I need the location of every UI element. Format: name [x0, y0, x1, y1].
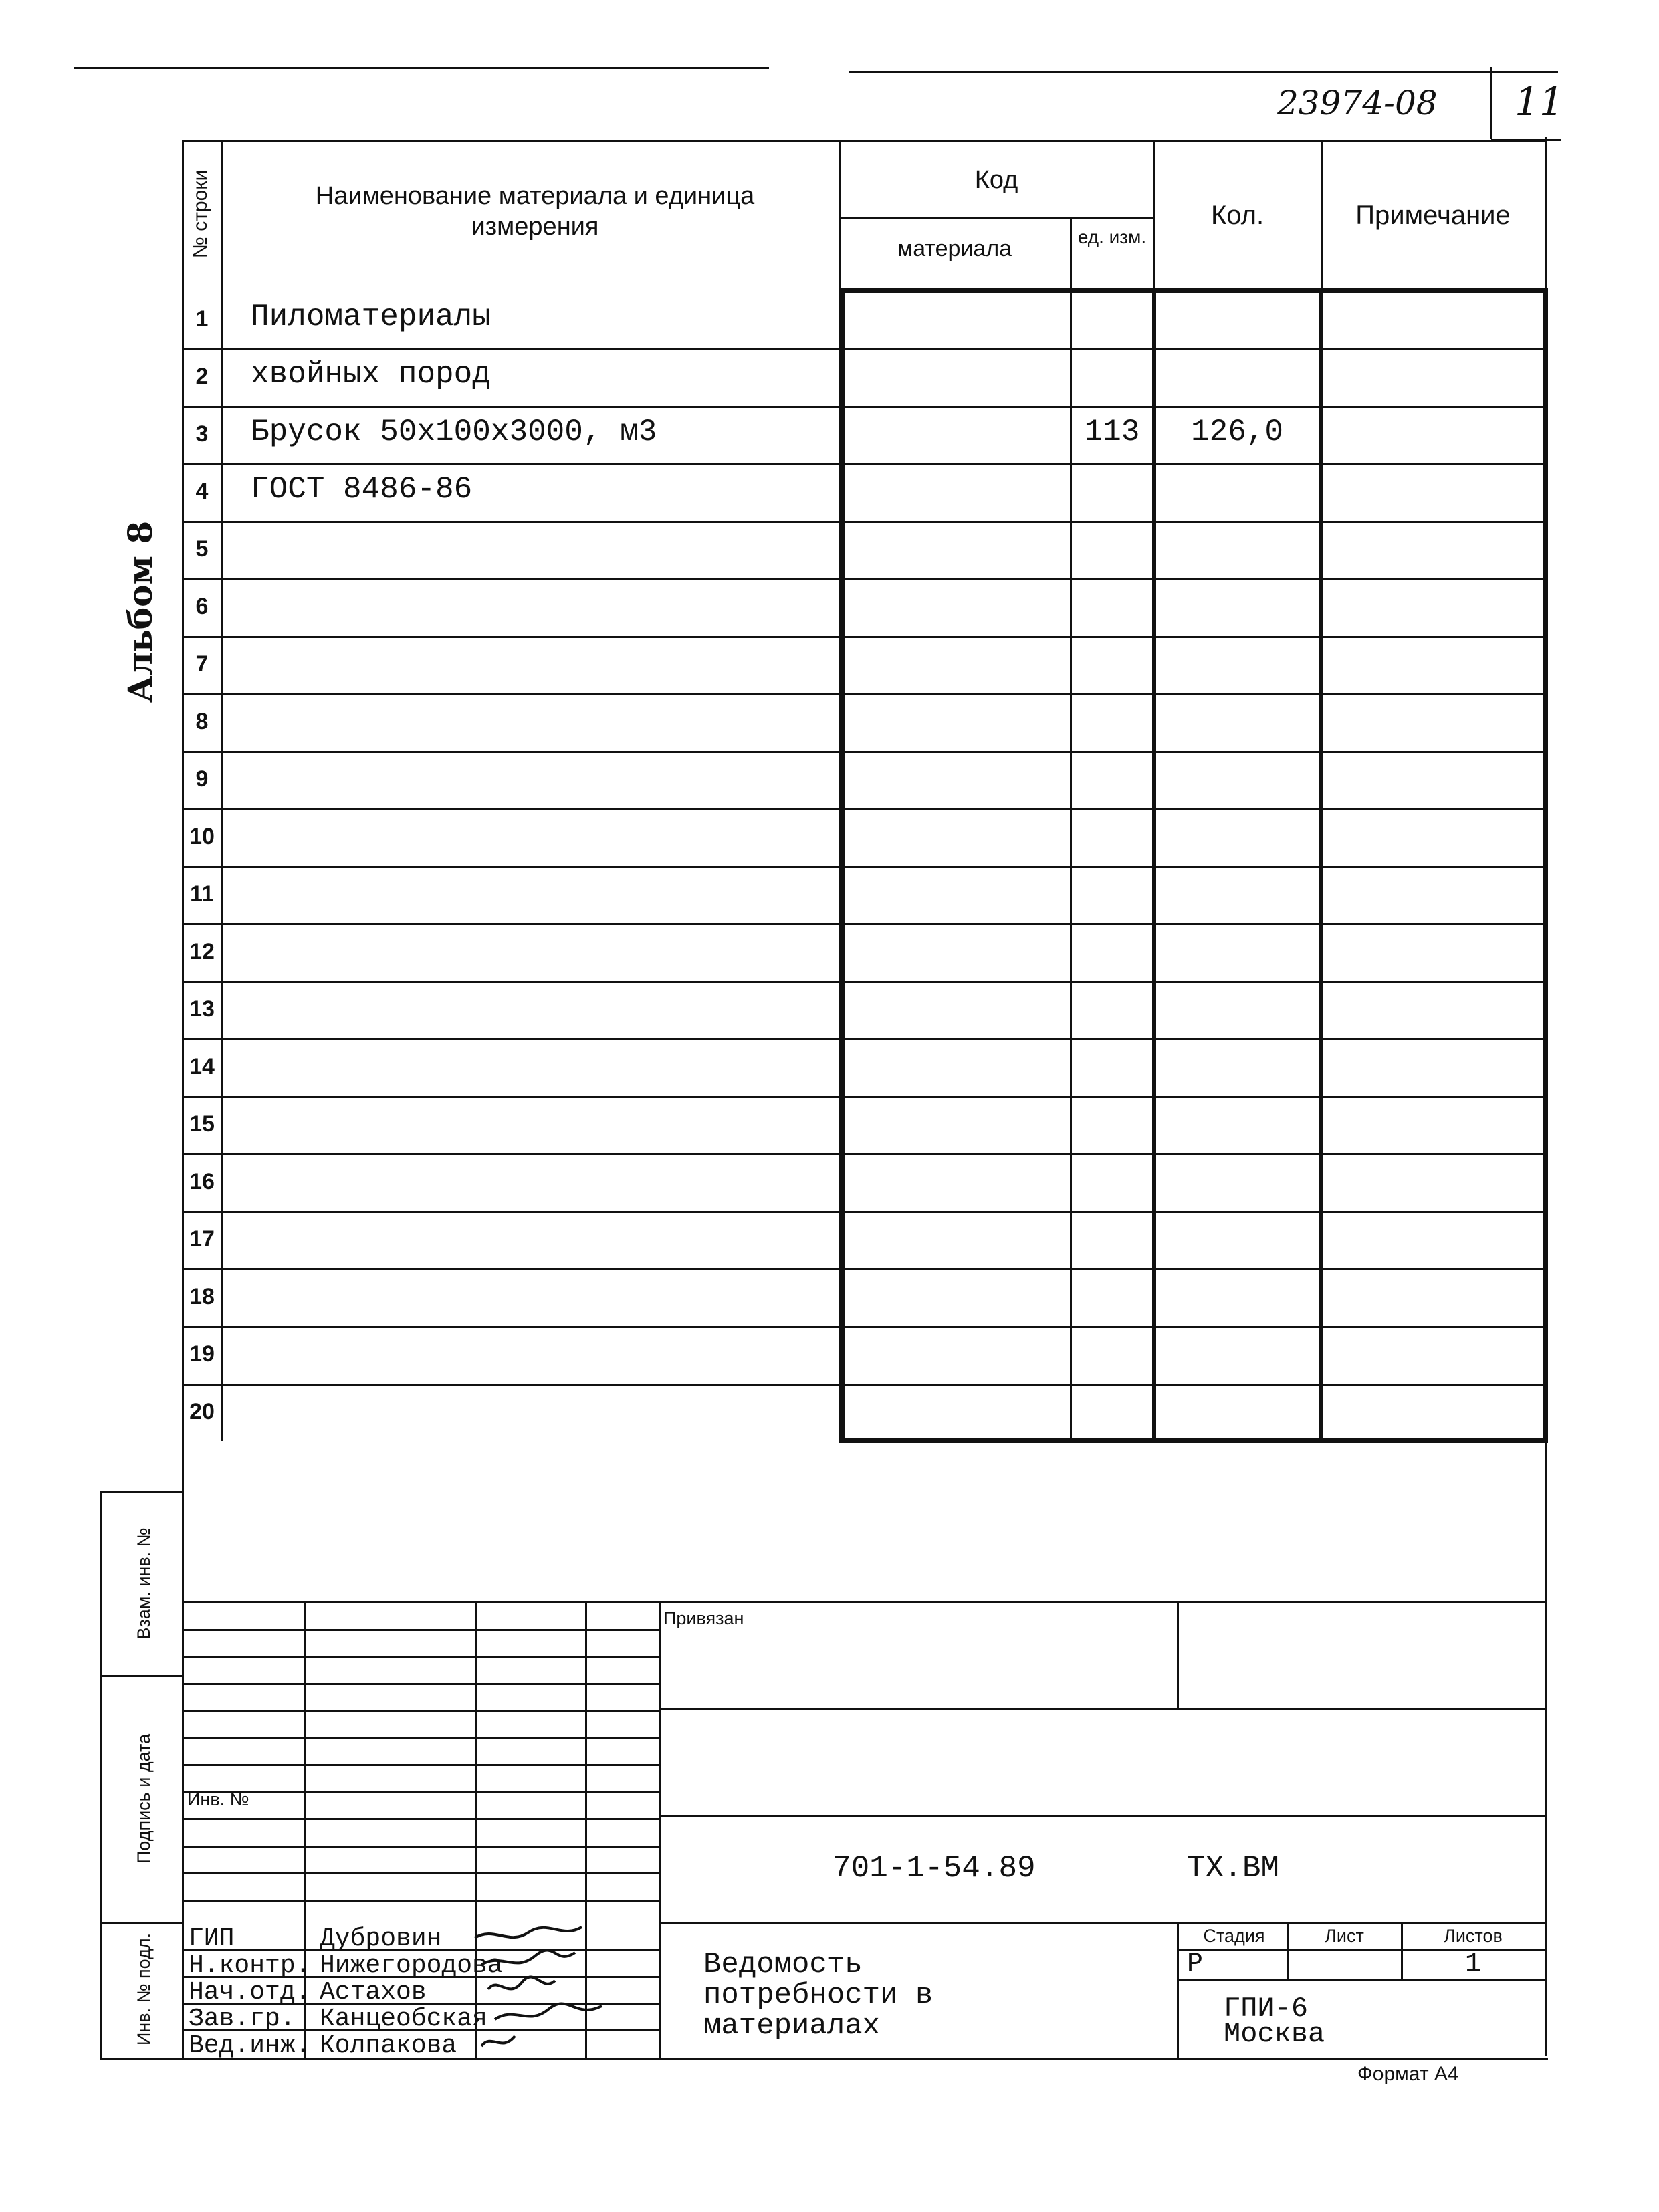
tb-right-line-2 [659, 1815, 1546, 1817]
tb-right-line-1 [659, 1708, 1546, 1710]
signature-role: Вед.инж. [189, 2031, 311, 2060]
row-number: 8 [195, 709, 209, 734]
row-number: 18 [189, 1284, 215, 1309]
org-line-1: ГПИ-6 [1224, 1993, 1309, 2025]
row-separator [182, 463, 1546, 465]
inv-no-label: Инв. № [187, 1789, 249, 1809]
top-rule-right [849, 71, 1558, 73]
row-number: 20 [189, 1399, 215, 1424]
row-separator [182, 808, 1546, 810]
doc-code: 701-1-54.89 [833, 1851, 1036, 1886]
privyazan-label: Привязан [663, 1608, 744, 1628]
row-qty: 126,0 [1190, 415, 1284, 449]
stamp-divider [1490, 67, 1492, 139]
row-separator [182, 406, 1546, 408]
top-rule-left [74, 67, 769, 69]
data-region-top [839, 288, 1548, 293]
signature-scribbles [468, 1919, 669, 2060]
row-number: 11 [190, 881, 214, 907]
tb-left-row-line [182, 1629, 659, 1631]
data-region-bottom [839, 1438, 1548, 1443]
row-name: Брусок 50х100х3000, м3 [251, 415, 657, 449]
row-separator [182, 578, 1546, 580]
row-separator [182, 348, 1546, 350]
row-separator [182, 1096, 1546, 1098]
row-number: 9 [195, 766, 209, 792]
row-separator [182, 751, 1546, 753]
row-number: 4 [195, 479, 209, 504]
row-number: 15 [189, 1111, 215, 1137]
row-separator [182, 1153, 1546, 1155]
title-block-left-border [182, 1438, 184, 2060]
row-separator [182, 693, 1546, 695]
tb-left-row-line [182, 1791, 659, 1793]
header-row-no: № строки [189, 169, 211, 259]
row-number: 13 [189, 996, 215, 1022]
page-number-stamp: 11 [1515, 79, 1564, 124]
stage-value: Р [1187, 1949, 1204, 1979]
row-number: 2 [195, 364, 209, 389]
tb-right-line-3 [659, 1922, 1546, 1924]
sheets-value: 1 [1464, 1949, 1481, 1979]
signature-name: Канцеобская [320, 2005, 487, 2033]
header-material: материала [897, 236, 1012, 261]
row-separator [182, 1211, 1546, 1213]
doc-title-line-2: потребности в [703, 1979, 933, 2012]
signature-name: Колпакова [320, 2031, 457, 2060]
row-separator [182, 923, 1546, 925]
row-number: 3 [195, 421, 209, 447]
doc-title-line-1: Ведомость [703, 1948, 863, 1981]
tb-left-row-line [182, 1683, 659, 1685]
tb-left-row-line [182, 1764, 659, 1766]
row-separator [182, 1384, 1546, 1386]
title-block-top-line [182, 1601, 1546, 1603]
row-name: ГОСТ 8486-86 [251, 472, 473, 507]
row-separator [182, 981, 1546, 983]
header-code: Код [974, 166, 1018, 194]
stage-label: Стадия [1203, 1926, 1265, 1946]
sheet-label: Лист [1325, 1926, 1364, 1946]
table-top-border [182, 140, 1546, 142]
tb-left-row-line [182, 1846, 659, 1848]
side-label-inv-podl: Инв. № подл. [134, 1932, 154, 2046]
tb-left-row-line [182, 1656, 659, 1658]
signature-role: ГИП [189, 1924, 235, 1953]
tb-left-row-line [182, 1872, 659, 1874]
stage-value-line [1177, 1979, 1546, 1981]
side-label-vzam-inv: Взам. инв. № [134, 1527, 154, 1640]
signature-role: Н.контр. [189, 1951, 311, 1980]
row-number: 19 [189, 1341, 215, 1367]
row-number: 12 [189, 939, 215, 964]
sheets-label: Листов [1444, 1926, 1503, 1946]
org-line-2: Москва [1224, 2018, 1325, 2050]
doc-mark: ТХ.ВМ [1187, 1851, 1280, 1886]
title-block-bottom-line [100, 2058, 1548, 2060]
row-number: 10 [189, 824, 215, 849]
side-label-podpis-data: Подпись и дата [134, 1733, 154, 1864]
row-number: 5 [195, 536, 209, 562]
signature-name: Дубровин [320, 1924, 442, 1953]
row-separator [182, 636, 1546, 638]
header-qty: Кол. [1210, 201, 1264, 230]
row-number: 1 [195, 306, 209, 332]
tb-org-divider [1177, 1922, 1179, 2060]
doc-number-stamp: 23974-08 [1277, 84, 1438, 122]
header-unit: ед. изм. [1077, 227, 1147, 247]
row-separator [182, 1268, 1546, 1270]
signature-name: Нижегородова [320, 1951, 503, 1980]
tb-left-row-line [182, 1818, 659, 1820]
row-separator [182, 1326, 1546, 1328]
row-unit: 113 [1084, 415, 1140, 449]
signature-role: Нач.отд. [189, 1978, 311, 2007]
row-number: 16 [189, 1169, 215, 1194]
row-number: 7 [195, 651, 209, 677]
tb-left-row-line [182, 1900, 659, 1902]
privyazan-divider [1177, 1601, 1179, 1708]
row-separator [182, 521, 1546, 523]
header-name: Наименование материала и единица измерения [315, 182, 755, 241]
signature-role: Зав.гр. [189, 2005, 296, 2033]
header-note: Примечание [1355, 201, 1511, 230]
signature-name: Астахов [320, 1978, 427, 2007]
table-left-border [182, 140, 184, 1481]
row-number: 14 [189, 1054, 215, 1079]
row-name: Пиломатериалы [251, 300, 491, 334]
tb-left-row-line [182, 1737, 659, 1739]
row-number: 6 [195, 594, 209, 619]
row-name: хвойных пород [251, 357, 491, 392]
row-separator [182, 1038, 1546, 1040]
side-strip-div1 [100, 1675, 184, 1677]
row-separator [182, 866, 1546, 868]
code-subheader-line [839, 217, 1153, 219]
album-label: Альбом 8 [120, 520, 160, 703]
side-strip-left [100, 1491, 102, 2060]
format-label: Формат А4 [1357, 2063, 1459, 2085]
tb-left-row-line [182, 1710, 659, 1712]
row-number: 17 [189, 1226, 215, 1252]
material-unit-divider-header [1070, 217, 1072, 291]
code-col-divider-header [839, 140, 841, 291]
side-strip-top [100, 1491, 184, 1493]
doc-title-line-3: материалах [703, 2009, 881, 2043]
rownum-col-divider [221, 140, 223, 1441]
